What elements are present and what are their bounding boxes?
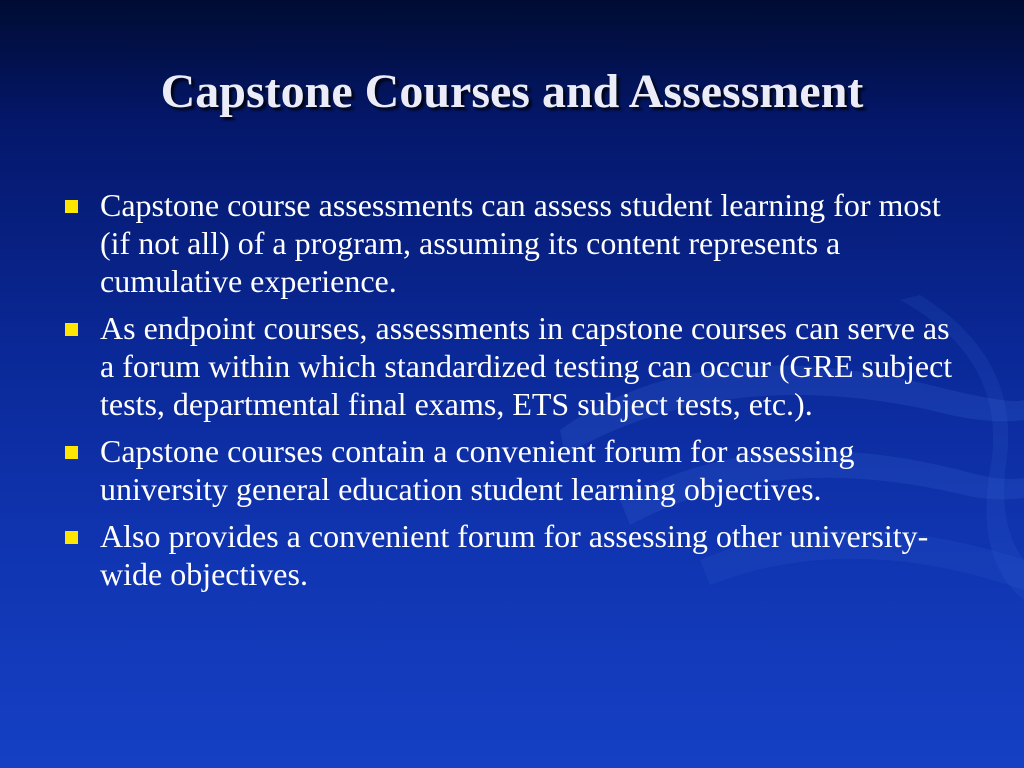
bullet-text: Capstone courses contain a convenient forum for assessing university general education student learning objectives.: [100, 433, 855, 507]
slide-title: Capstone Courses and Assessment: [160, 65, 864, 118]
bullet-item: [62, 517, 962, 593]
bullet-text: Also provides a convenient forum for assessing other university-wide objectives.: [100, 518, 929, 592]
bullet-text: Capstone course assessments can assess student learning for most (if not all) of a program, assuming its content represents a cumulative experience.: [100, 187, 941, 299]
square-bullet-icon: [65, 446, 78, 459]
bullet-item: [62, 186, 962, 300]
bullet-item: [62, 432, 962, 508]
square-bullet-icon: [65, 200, 78, 213]
bullet-item: [62, 309, 962, 423]
square-bullet-icon: [65, 323, 78, 336]
square-bullet-icon: [65, 531, 78, 544]
bullet-text: As endpoint courses, assessments in capstone courses can serve as a forum within which standardized testing can occur (GRE subject tests, departmental final exams, ETS subject tests, etc.).: [100, 310, 953, 422]
bullet-list: [62, 186, 962, 602]
